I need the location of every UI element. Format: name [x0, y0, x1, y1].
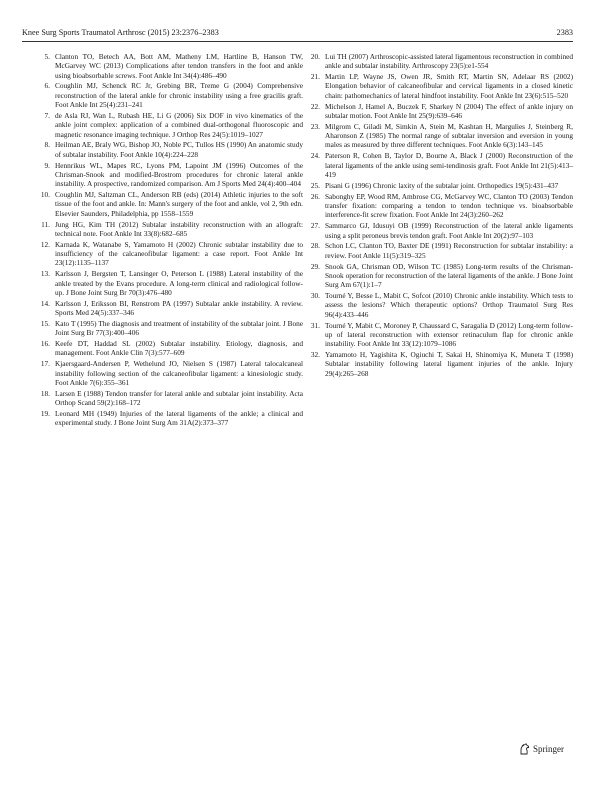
- reference-number: 16.: [40, 339, 50, 349]
- reference-text: Jung HG, Kim TH (2012) Subtalar instability reconstruction with an allograft: technical note. Foot Ankle Int 33(8):682–685: [55, 219, 303, 238]
- reference-entry: [308, 72, 573, 100]
- reference-text: Paterson R, Cohen B, Taylor D, Bourne A, Black J (2000) Reconstruction of the lateral ligaments of the ankle using semi-tendinosis graft. Foot Ankle Int 21(5):413–419: [325, 151, 573, 179]
- reference-entry: [308, 291, 573, 319]
- reference-entry: [38, 52, 303, 80]
- reference-entry: [38, 111, 303, 139]
- reference-text: de Asla RJ, Wan L, Rubash HE, Li G (2006) Six DOF in vivo kinematics of the ankle joint complex: application of a combined dual-orthogonal fluoroscopic and magnetic resonance imaging technique. J Orthop Res 24(5):1019–1027: [55, 110, 303, 139]
- reference-number: 14.: [40, 298, 50, 308]
- reference-number: 25.: [310, 180, 320, 190]
- reference-number: 32.: [310, 350, 320, 360]
- reference-number: 31.: [310, 320, 320, 330]
- journal-citation: Knee Surg Sports Traumatol Arthrosc (2015) 23:2376–2383: [22, 28, 219, 37]
- reference-number: 22.: [310, 101, 320, 111]
- reference-text: Kjaersgaard-Andersen P, Wethelund JO, Nielsen S (1987) Lateral talocalcaneal instability following section of the calcaneofibular ligament: a kinesiologic study. Foot Ankle 7(6):355–361: [55, 359, 303, 387]
- reference-text: Tourné Y, Mabit C, Moroney P, Chaussard C, Saragalia D (2012) Long-term follow-up of lateral reconstruction with extensor retinaculum flap for chronic ankle instability. Foot Ankle Int 33(12):1079–1086: [325, 320, 573, 349]
- reference-entry: [38, 389, 303, 408]
- reference-number: 8.: [44, 140, 50, 150]
- reference-entry: [38, 140, 303, 159]
- reference-number: 5.: [44, 52, 50, 61]
- reference-entry: [38, 359, 303, 387]
- reference-text: Sammarco GJ, Idusuyi OB (1999) Reconstruction of the lateral ankle ligaments using a split peroneus brevis tendon graft. Foot Ankle Int 20(2):97–103: [325, 221, 573, 240]
- reference-text: Yamamoto H, Yagishita K, Ogiuchi T, Sakai H, Shinomiya K, Muneta T (1998) Subtalar instability following lateral ligament injuries of the ankle. Injury 29(4):265–268: [325, 350, 573, 378]
- reference-entry: [308, 350, 573, 378]
- reference-text: Karlsson J, Eriksson BI, Renstrom PA (1997) Subtalar ankle instability. A review. Sports Med 24(5):337–346: [55, 298, 303, 318]
- reference-text: Hennrikus WL, Mapes RC, Lyons PM, Lapoint JM (1996) Outcomes of the Chrisman-Snook and modified-Brostrom procedures for chronic lateral ankle instability. A prospective, randomized comparison. Am J Sports Med 24(4):400–404: [55, 160, 303, 189]
- reference-entry: [308, 122, 573, 150]
- reference-text: Martin LP, Wayne JS, Owen JR, Smith RT, Martin SN, Adelaar RS (2002) Elongation behavior of calcaneofibular and cervical ligaments in a closed kinetic chain: pathomechanics of lateral hindfoot instability. Foot Ankle Int 23(6):515–520: [325, 72, 573, 100]
- reference-entry: [308, 221, 573, 240]
- reference-entry: [38, 81, 303, 109]
- reference-text: Karnada K, Watanabe S, Yamamoto H (2002) Chronic subtalar instability due to insufficiency of the calcaneofibular ligament: a case report. Foot Ankle Int 23(12):1135–1137: [55, 239, 303, 268]
- reference-text: Heilman AE, Braly WG, Bishop JO, Noble PC, Tullos HS (1990) An anatomic study of subtalar instability. Foot Ankle 10(4):224–228: [55, 140, 303, 159]
- reference-number: 20.: [310, 52, 320, 61]
- reference-number: 12.: [40, 239, 50, 249]
- reference-text: Milgrom C, Giladi M, Simkin A, Stein M, Kashtan H, Margulies J, Steinberg R, Aharonson Z (1985) The normal range of subtalar inversion and eversion in young males as measured by three different techniques. Foot Ankle 6(3):143–145: [325, 121, 573, 150]
- running-header: [22, 27, 573, 41]
- reference-text: Pisani G (1996) Chronic laxity of the subtalar joint. Orthopedics 19(5):431–437: [325, 180, 559, 190]
- reference-entry: [38, 240, 303, 268]
- reference-text: Coughlin MJ, Schenck RC Jr, Grebing BR, Treme G (2004) Comprehensive reconstruction of the lateral ankle for chronic instability using a free gracilis graft. Foot Ankle Int 25(4):231–241: [55, 81, 303, 110]
- reference-number: 7.: [44, 110, 50, 120]
- reference-text: Clanton TO, Betech AA, Bott AM, Matheny LM, Hartline B, Hanson TW, McGarvey WC (2013) Complications after tendon transfers in the foot and ankle using bioabsorbable screws. Foot Ankle Int 34(4):486–490: [55, 52, 303, 80]
- reference-number: 6.: [44, 81, 50, 91]
- reference-text: Lui TH (2007) Arthroscopic-assisted lateral ligamentous reconstruction in combined ankle and subtalar instability. Arthroscopy 23(5):e1-554: [325, 52, 573, 71]
- reference-entry: [38, 161, 303, 189]
- springer-horse-icon: [519, 743, 530, 755]
- reference-entry: [308, 151, 573, 179]
- reference-entry: [308, 321, 573, 349]
- reference-number: 24.: [310, 151, 320, 161]
- reference-number: 9.: [44, 160, 50, 170]
- reference-text: Sabonghy EP, Wood RM, Ambrose CG, McGarvey WC, Clanton TO (2003) Tendon transfer fixation: comparing a tendon to tendon technique vs. bioabsorbable interference-fit screw fixation. Foot Ankle Int 24(3):260–262: [325, 191, 573, 220]
- reference-entry: [38, 319, 303, 338]
- references-column-left: [38, 52, 303, 429]
- reference-number: 13.: [40, 269, 50, 279]
- reference-text: Leonard MH (1949) Injuries of the lateral ligaments of the ankle; a clinical and experimental study. J Bone Joint Surg Am 31A(2):373–377: [55, 409, 303, 428]
- reference-text: Schon LC, Clanton TO, Baxter DE (1991) Reconstruction for subtalar instability: a review. Foot Ankle 11(5):319–325: [325, 241, 573, 260]
- reference-entry: [38, 339, 303, 358]
- reference-number: 11.: [41, 219, 50, 229]
- reference-number: 28.: [310, 241, 320, 251]
- reference-number: 27.: [310, 221, 320, 231]
- reference-entry: [38, 299, 303, 318]
- reference-entry: [308, 241, 573, 260]
- reference-entry: [308, 262, 573, 290]
- page-number: 2383: [556, 28, 573, 37]
- publisher-name: Springer: [533, 743, 564, 754]
- reference-number: 19.: [40, 409, 50, 418]
- reference-number: 30.: [310, 291, 320, 301]
- reference-text: Kato T (1995) The diagnosis and treatment of instability of the subtalar joint. J Bone Joint Surg Br 77(3):400–406: [55, 318, 303, 338]
- reference-entry: [38, 269, 303, 297]
- reference-entry: [38, 409, 303, 428]
- reference-text: Tourné Y, Besse L, Mabit C, Sofcot (2010) Chronic ankle instability. Which tests to assess the lesions? Which therapeutic options? Orthop Traumatol Surg Res 96(4):433–446: [325, 291, 573, 319]
- publisher-footer: [519, 742, 564, 756]
- reference-text: Larsen E (1988) Tendon transfer for lateral ankle and subtalar joint instability. Acta Orthop Scand 59(2):168–172: [55, 388, 303, 408]
- reference-text: Karlsson J, Bergsten T, Lansinger O, Peterson L (1988) Lateral instability of the ankle treated by the Evans procedure. A long-term clinical and radiological follow-up. J Bone Joint Surg Br 70(3):476–480: [55, 269, 303, 297]
- reference-entry: [38, 190, 303, 218]
- reference-number: 15.: [40, 318, 50, 328]
- reference-text: Coughlin MJ, Saltzman CL, Anderson RB (eds) (2014) Athletic injuries to the soft tissue of the foot and ankle. In: Mann's surgery of the foot and ankle, vol 2, 9th edn. Elsevier Saunders, Philadelphia, pp 1558–1559: [55, 190, 303, 218]
- header-rule: [22, 41, 573, 42]
- reference-number: 29.: [310, 261, 320, 271]
- reference-entry: [308, 52, 573, 71]
- reference-number: 10.: [40, 190, 50, 200]
- reference-number: 17.: [40, 359, 50, 369]
- reference-entry: [308, 192, 573, 220]
- reference-number: 23.: [310, 121, 320, 131]
- reference-entry: [308, 102, 573, 121]
- reference-text: Michelson J, Hamel A, Buczek F, Sharkey N (2004) The effect of ankle injury on subtalar motion. Foot Ankle Int 25(9):639–646: [325, 101, 573, 120]
- reference-text: Keefe DT, Haddad SL (2002) Subtalar instability. Etiology, diagnosis, and management. Foot Ankle Clin 7(3):577–609: [55, 339, 303, 358]
- reference-number: 18.: [40, 388, 50, 398]
- reference-number: 21.: [310, 72, 320, 82]
- references-column-right: [308, 52, 573, 380]
- reference-text: Snook GA, Chrisman OD, Wilson TC (1985) Long-term results of the Chrisman-Snook operation for reconstruction of the lateral ligaments of the ankle. J Bone Joint Surg Am 67(1):1–7: [325, 261, 573, 290]
- reference-number: 26.: [310, 191, 320, 201]
- reference-entry: [308, 181, 573, 190]
- reference-entry: [38, 220, 303, 239]
